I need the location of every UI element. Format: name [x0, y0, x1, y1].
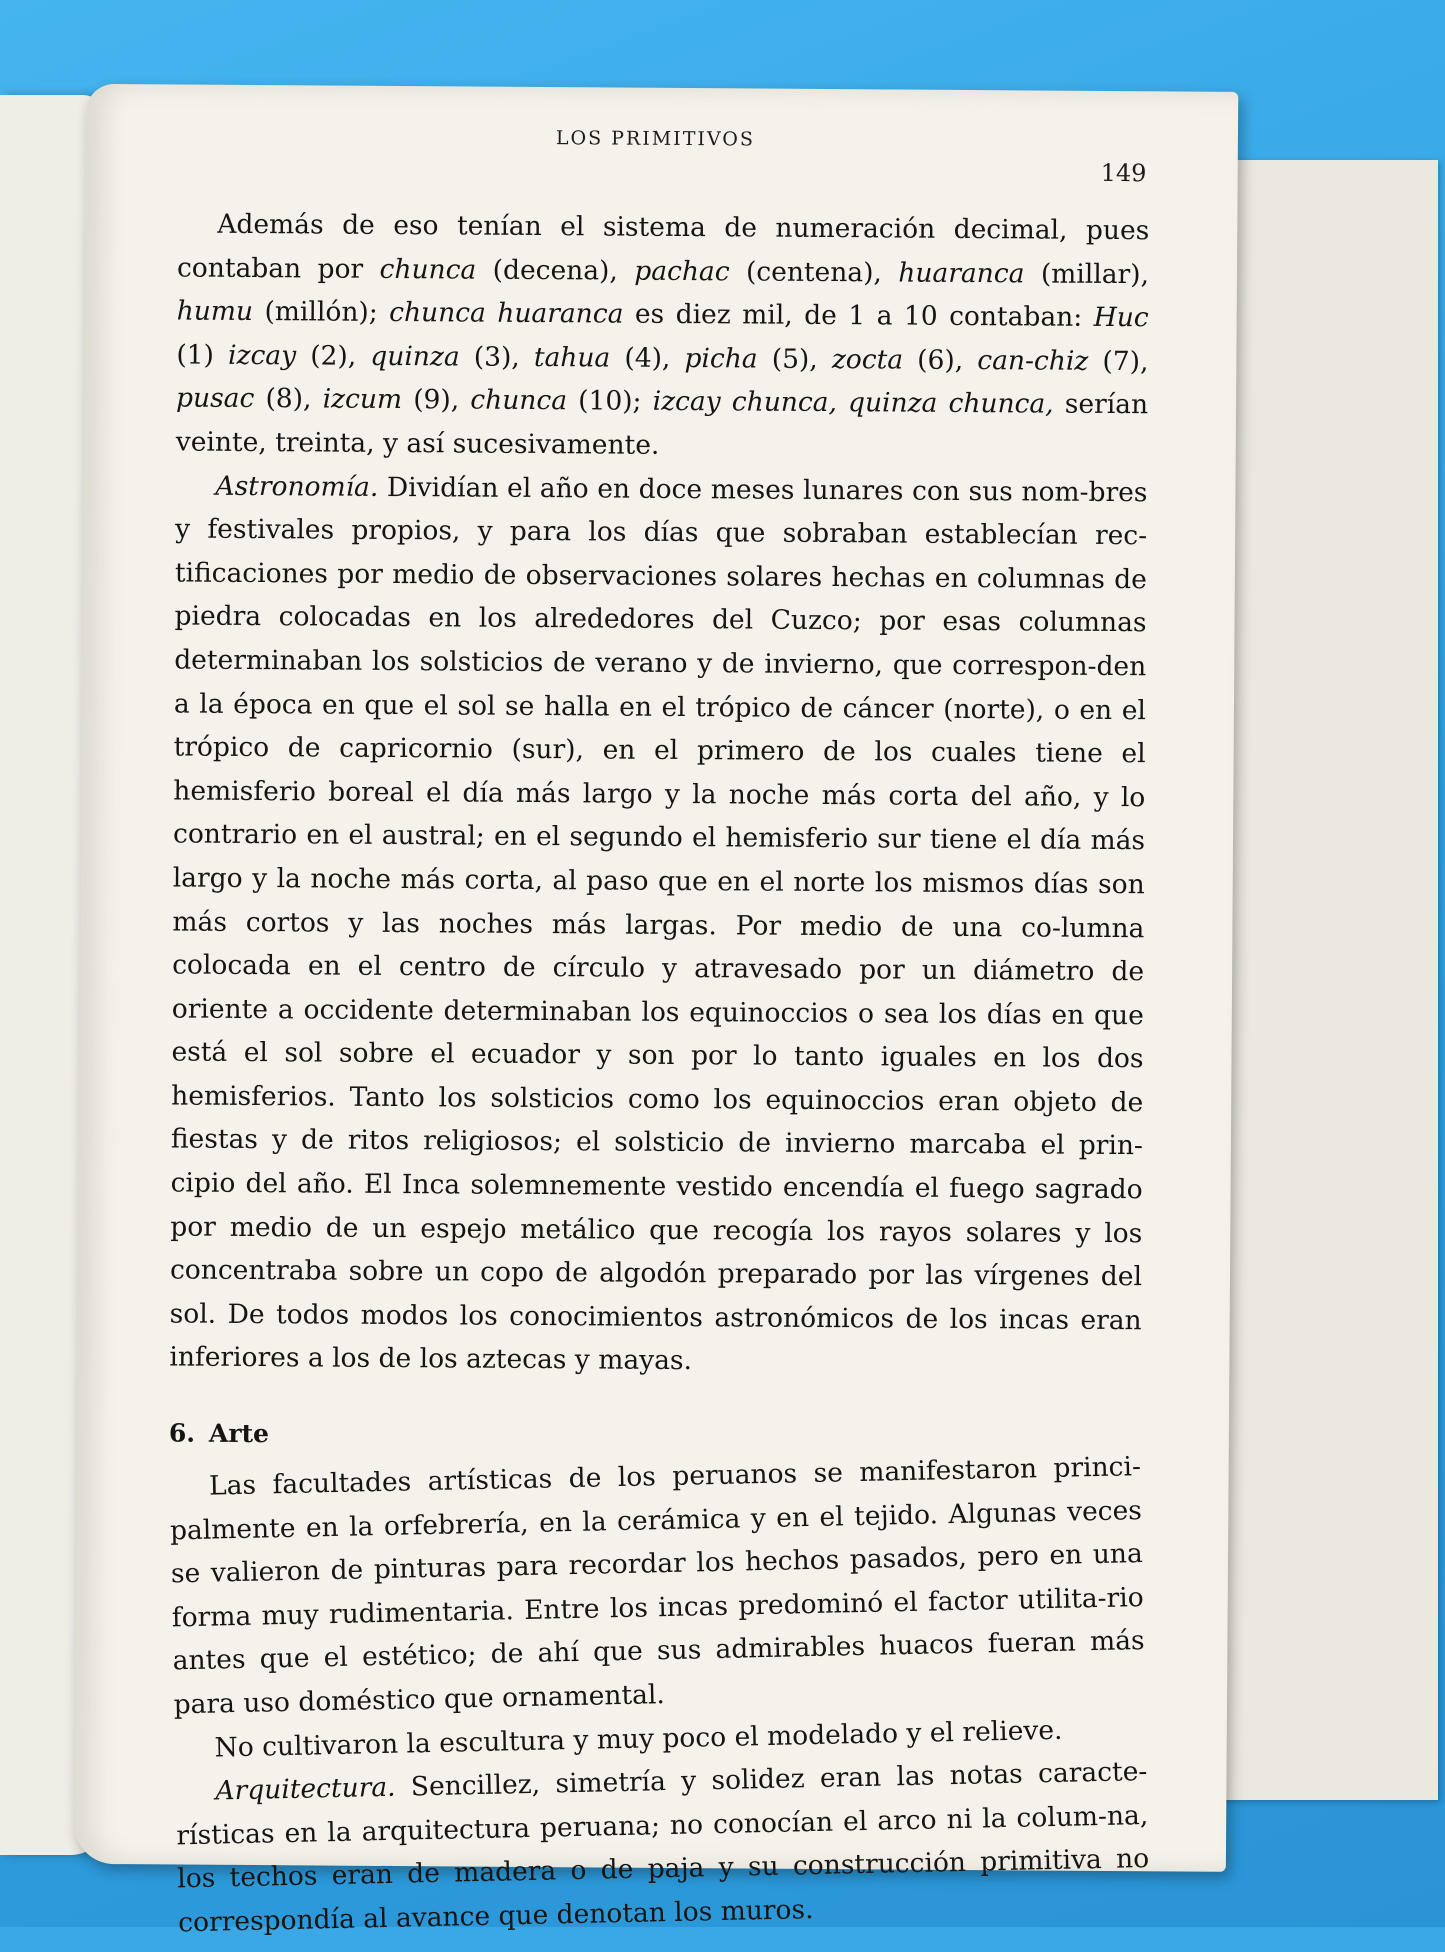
quechua-term: pusac: [175, 382, 255, 415]
quechua-term: chunca: [470, 384, 568, 417]
quechua-term: chunca huaranca: [389, 297, 624, 330]
text-run: serían veinte, treinta, y así sucesivamente.: [175, 388, 1149, 461]
page-number: 149: [1100, 158, 1147, 188]
quechua-term: humu: [176, 295, 254, 328]
quechua-term: quinza: [370, 340, 460, 373]
next-page-edge: [1210, 160, 1438, 1800]
text-run: Además de eso tenían el sistema de numeración decimal, pues contaban por: [176, 208, 1150, 285]
quechua-term: izcay: [227, 339, 297, 372]
paragraph-architecture: [175, 1750, 1150, 1945]
text-run: (5),: [757, 343, 833, 375]
paragraph-astronomy: [169, 464, 1147, 1386]
text-run: (1): [176, 339, 229, 371]
text-run: (8),: [254, 383, 323, 415]
paragraph-lead: Astronomía.: [215, 470, 379, 503]
quechua-term: huaranca: [898, 257, 1025, 289]
quechua-term: picha: [684, 342, 758, 375]
quechua-term: izcay chunca, quinza chunca,: [652, 386, 1054, 420]
quechua-term: pachac: [634, 255, 730, 287]
quechua-term: zocta: [831, 343, 904, 376]
book-page: [74, 84, 1238, 1939]
paragraph-text: Sencillez, simetría y solidez eran las notas caracte-rísticas en la arquitectura peruana; no conocían el arco ni la colum-na, los techos eran de madera o de paja y su construcción primitiva no correspondía al avance que denotan los muros.: [176, 1756, 1150, 1939]
text-run: (3),: [459, 341, 535, 373]
quechua-term: Huc: [1093, 302, 1149, 334]
body-text: [165, 202, 1149, 1951]
text-run: (millar),: [1024, 257, 1150, 290]
text-run: es diez mil, de 1 a 10 contaban:: [623, 298, 1094, 334]
paragraph-numeration: [176, 202, 1150, 470]
section-title: Arte: [208, 1418, 270, 1449]
running-head: LOS PRIMITIVOS: [555, 127, 755, 151]
section-number: 6.: [168, 1418, 196, 1448]
text-run: (6),: [903, 344, 978, 376]
text-run: (4),: [610, 342, 685, 374]
quechua-term: chunca: [379, 253, 477, 286]
quechua-term: can-chiz: [977, 344, 1089, 377]
text-run: (7),: [1088, 345, 1149, 378]
text-run: (centena),: [729, 255, 899, 289]
text-run: (2),: [296, 340, 371, 372]
art-section-body: [169, 1445, 1151, 1945]
paragraph-art: Las facultades artísticas de los peruanos se manifestaron princi-palmente en la orfebrería, en la cerámica y en el tejido. Algunas veces se valieron de pinturas para recordar los hechos pasados, pero en una forma muy rudimentaria. Entre los incas predominó el factor utilita-rio antes que el estético; de ahí que sus admirables huacos fueran más para uso doméstico que ornamental.: [169, 1451, 1145, 1721]
text-run: (decena),: [476, 254, 635, 287]
quechua-term: tahua: [533, 341, 611, 374]
text-run: (10);: [566, 385, 653, 418]
quechua-term: izcum: [322, 383, 403, 416]
text-run: (9),: [402, 384, 471, 416]
paragraph-sculpture: No cultivaron la escultura y muy poco el modelado y el relieve.: [214, 1714, 1063, 1764]
paragraph-text: Dividían el año en doce meses lunares con sus nom-bres y festivales propios, y para los días que sobraban establecían rec-tificaciones por medio de observaciones solares hechas en columnas de piedra colocadas en los alrededores del Cuzco; por esas columnas determinaban los solsticios de verano y de invierno, que correspon-den a la época en que el sol se halla en el trópico de cáncer (norte), o en el trópico de capricornio (sur), en el primero de los cuales tiene el hemisferio boreal el día más largo y la noche más corta del año, y lo contrario en el austral; en el segundo el hemisferio sur tiene el día más largo y la noche más corta, al paso que en el norte los mismos días son más cortos y las noches más largas. Por medio de una co-lumna colocada en el centro de círculo y atravesado por un diámetro de oriente a occidente determinaban los equinoccios o sea los días en que está el sol sobre el ecuador y son por lo tanto iguales en los dos hemisferios. Tanto los solsticios como los equinoccios eran objeto de fiestas y de ritos religiosos; el solsticio de invierno marcaba el prin-cipio del año. El Inca solemnemente vestido encendía el fuego sagrado por medio de un espejo metálico que recogía los rayos solares y los concentraba sobre un copo de algodón preparado por las vírgenes del sol. De todos modos los conocimientos astronómicos de los incas eran inferiores a los de los aztecas y mayas.: [169, 471, 1148, 1377]
paragraph-lead: Arquitectura.: [215, 1771, 396, 1807]
text-run: (millón);: [252, 296, 390, 329]
